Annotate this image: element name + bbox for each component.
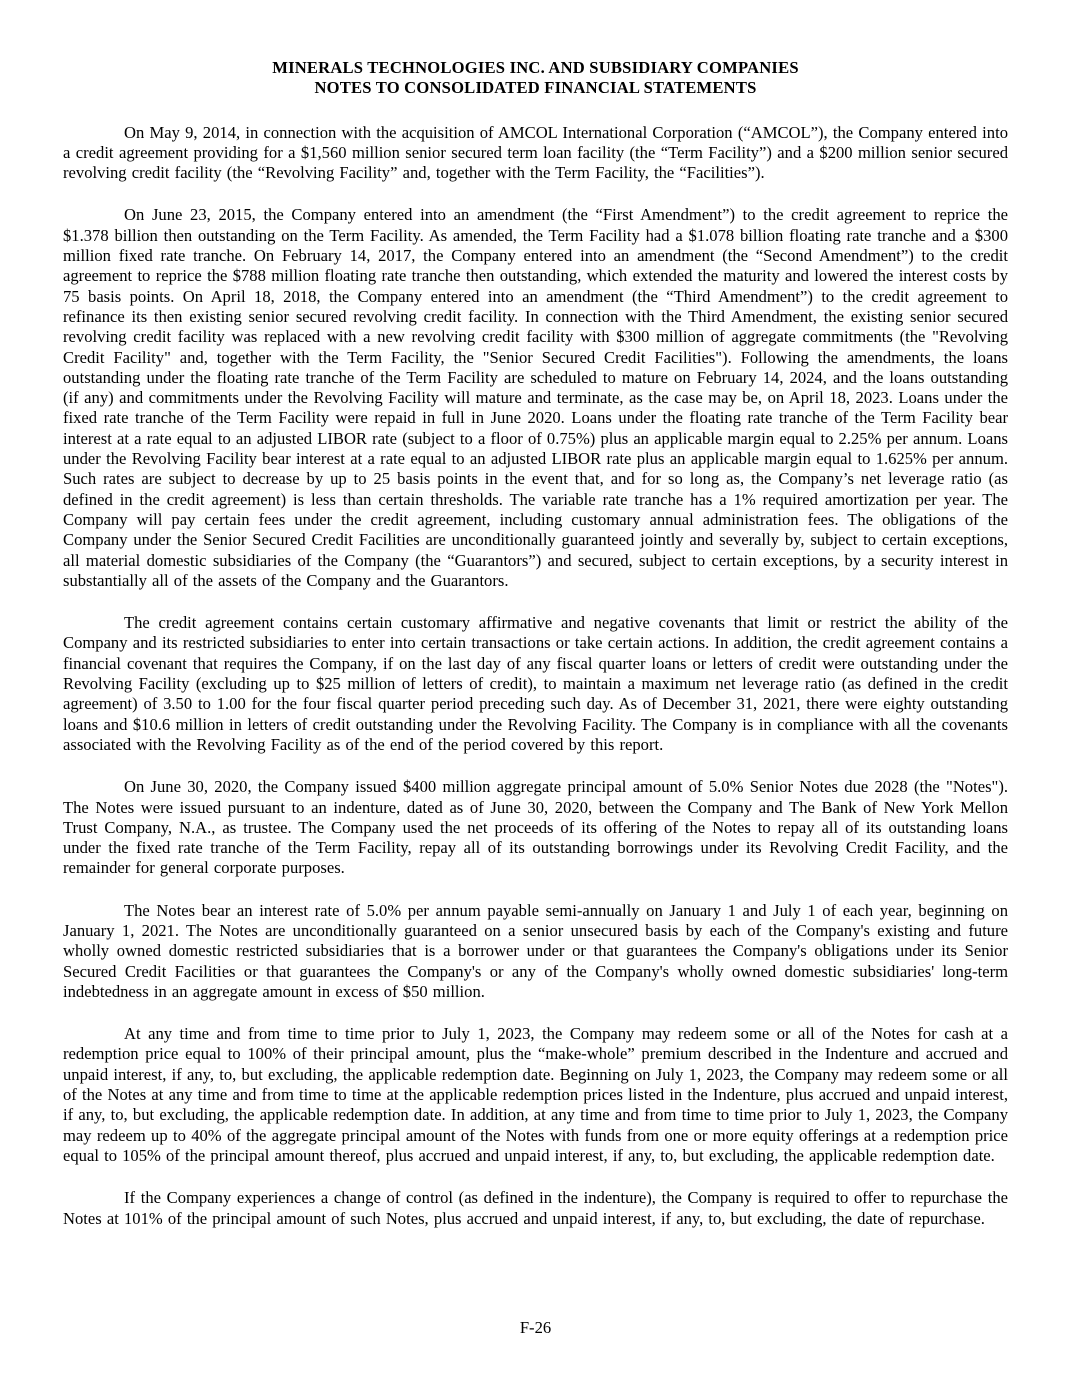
paragraph-covenants: The credit agreement contains certain customary affirmative and negative covenants that limit or restrict the ability of the Company and its restricted subsidiaries to enter into certain transactions or take certain actions. In addition, the credit agreement contains a financial covenant that requires the Company, if on the last day of any fiscal quarter loans or letters of credit were outstanding under the Revolving Facility (excluding up to $25 million of letters of credit), to maintain a maximum net leverage ratio (as defined in the credit agreement) of 3.50 to 1.00 for the four fiscal quarter period preceding such day. As of December 31, 2021, there were eighty outstanding loans and $10.6 million in letters of credit outstanding under the Revolving Facility. The Company is in compliance with all the covenants associated with the Revolving Facility as of the end of the period covered by this report. [63, 613, 1008, 754]
company-name-title: MINERALS TECHNOLOGIES INC. AND SUBSIDIARY COMPANIES [272, 58, 799, 77]
paragraph-change-of-control: If the Company experiences a change of control (as defined in the indenture), the Company is required to offer to repurchase the Notes at 101% of the principal amount of such Notes, plus accrued and unpaid interest, if any, to, but excluding, the date of repurchase. [63, 1188, 1008, 1228]
paragraph-senior-notes-issuance: On June 30, 2020, the Company issued $400 million aggregate principal amount of 5.0% Senior Notes due 2028 (the "Notes"). The Notes were issued pursuant to an indenture, dated as of June 30, 2020, between the Company and The Bank of New York Mellon Trust Company, N.A., as trustee. The Company used the net proceeds of its offering of the Notes to repay all of its outstanding loans under the fixed rate tranche of the Term Facility, repay all of its outstanding borrowings under its Revolving Credit Facility, and the remainder for general corporate purposes. [63, 777, 1008, 878]
paragraph-redemption-terms: At any time and from time to time prior to July 1, 2023, the Company may redeem some or all of the Notes for cash at a redemption price equal to 100% of their principal amount, plus the “make-whole” premium described in the Indenture and accrued and unpaid interest, if any, to, but excluding, the applicable redemption date. Beginning on July 1, 2023, the Company may redeem some or all of the Notes at any time and from time to time at the applicable redemption prices listed in the Indenture, plus accrued and unpaid interest, if any, to, but excluding, the applicable redemption date. In addition, at any time and from time to time prior to July 1, 2023, the Company may redeem up to 40% of the aggregate principal amount of the Notes with funds from one or more equity offerings at a redemption price equal to 105% of the principal amount thereof, plus accrued and unpaid interest, if any, to, but excluding, the applicable redemption date. [63, 1024, 1008, 1165]
document-subtitle: NOTES TO CONSOLIDATED FINANCIAL STATEMENTS [314, 78, 757, 98]
paragraph-amendments: On June 23, 2015, the Company entered into an amendment (the “First Amendment”) to the credit agreement to reprice the $1.378 billion then outstanding on the Term Facility. As amended, the Term Facility had a $1.078 billion floating rate tranche and a $300 million fixed rate tranche. On February 14, 2017, the Company entered into an amendment (the “Second Amendment”) to the credit agreement to reprice the $788 million floating rate tranche then outstanding, which extended the maturity and lowered the interest costs by 75 basis points. On April 18, 2018, the Company entered into an amendment (the “Third Amendment”) to the credit agreement to refinance its then existing senior secured revolving credit facility. In connection with the Third Amendment, the existing senior secured revolving credit facility was replaced with a new revolving credit facility with $300 million of aggregate commitments (the "Revolving Credit Facility" and, together with the Term Facility, the "Senior Secured Credit Facilities"). Following the amendments, the loans outstanding under the floating rate tranche of the Term Facility are scheduled to mature on February 14, 2024, and the loans outstanding (if any) and commitments under the Revolving Facility will mature and terminate, as the case may be, on April 18, 2023. Loans under the fixed rate tranche of the Term Facility were repaid in full in June 2020. Loans under the floating rate tranche of the Term Facility bear interest at a rate equal to an adjusted LIBOR rate (subject to a floor of 0.75%) plus an applicable margin equal to 2.25% per annum. Loans under the Revolving Facility bear interest at a rate equal to an adjusted LIBOR rate plus an applicable margin equal to 1.625% per annum. Such rates are subject to decrease by up to 25 basis points in the event that, and for so long as, the Company’s net leverage ratio (as defined in the credit agreement) is less than certain thresholds. The variable rate tranche has a 1% required amortization per year. The Company will pay certain fees under the credit agreement, including customary annual administration fees. The obligations of the Company under the Senior Secured Credit Facilities are unconditionally guaranteed jointly and severally by, subject to certain exceptions, all material domestic subsidiaries of the Company (the “Guarantors”) and secured, subject to certain exceptions, by a security interest in substantially all of the assets of the Company and the Guarantors. [63, 205, 1008, 590]
paragraph-notes-interest: The Notes bear an interest rate of 5.0% per annum payable semi-annually on January 1 and July 1 of each year, beginning on January 1, 2021. The Notes are unconditionally guaranteed on a senior unsecured basis by each of the Company's existing and future wholly owned domestic restricted subsidiaries that is a borrower under or that guarantees the Company's obligations under its Senior Secured Credit Facilities or that guarantees the Company's or any of the Company's wholly owned domestic subsidiaries' long-term indebtedness in an aggregate amount in excess of $50 million. [63, 900, 1008, 1001]
document-header [63, 58, 1008, 99]
paragraph-credit-agreement-2014: On May 9, 2014, in connection with the acquisition of AMCOL International Corporation (“AMCOL”), the Company entered into a credit agreement providing for a $1,560 million senior secured term loan facility (the “Term Facility”) and a $200 million senior secured revolving credit facility (the “Revolving Facility” and, together with the Term Facility, the “Facilities”). [63, 122, 1008, 183]
page-number: F-26 [519, 1318, 552, 1337]
